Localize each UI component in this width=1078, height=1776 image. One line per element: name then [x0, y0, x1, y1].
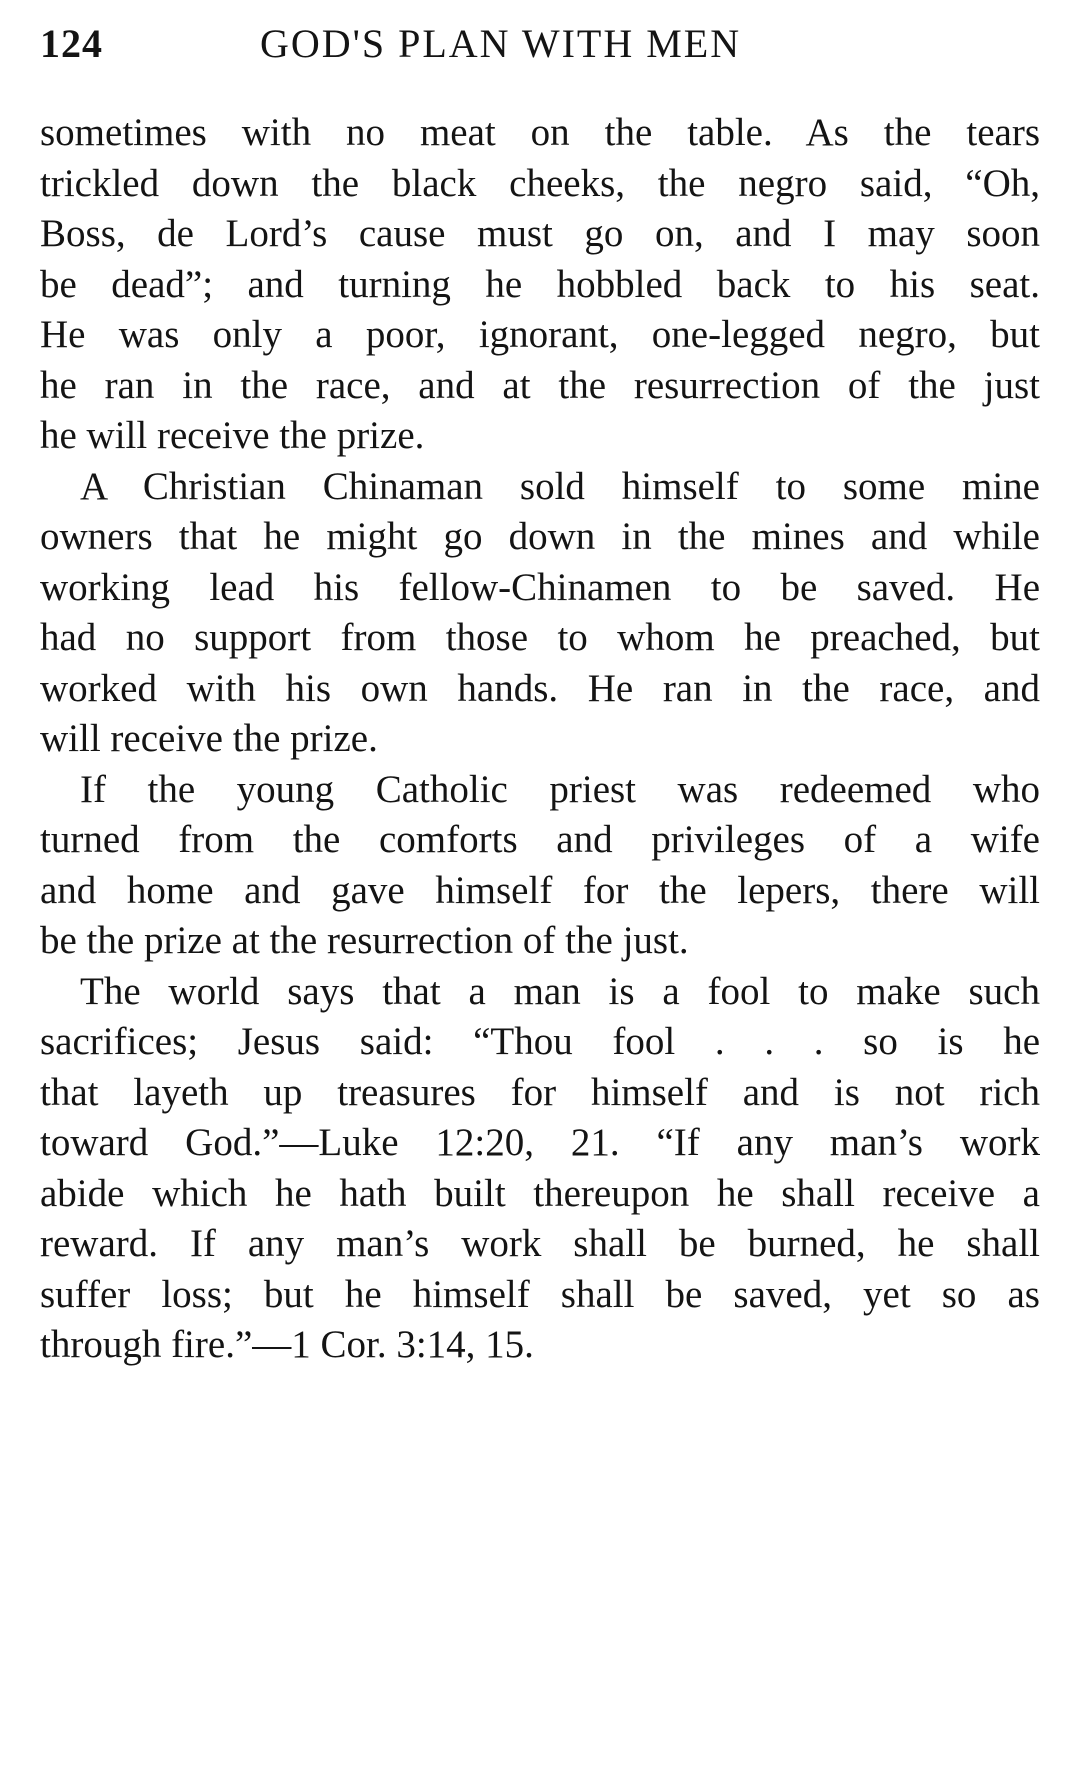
text-line: worked with his own hands. He ran in the race, and	[40, 666, 1040, 710]
text-line: be the prize at the resurrection of the just.	[40, 919, 689, 962]
text-line: that layeth up treasures for himself and is not rich	[40, 1070, 1040, 1114]
text-line: Boss, de Lord’s cause must go on, and I may soon	[40, 212, 1040, 255]
text-line: abide which he hath built thereupon he shall receive a	[40, 1171, 1040, 1215]
paragraph-2	[40, 462, 1040, 765]
text-line: reward. If any man’s work shall be burned, he shall	[40, 1222, 1040, 1265]
text-line: If the young Catholic priest was redeemed who	[80, 767, 1040, 811]
text-line: suffer loss; but he himself shall be saved, yet so as	[40, 1272, 1040, 1316]
running-head	[40, 14, 1040, 74]
body-text	[40, 108, 1040, 1371]
text-line: and home and gave himself for the lepers, there will	[40, 868, 1040, 912]
paragraph-1	[40, 108, 1040, 462]
text-line: The world says that a man is a fool to make such	[80, 969, 1040, 1013]
paragraph-4	[40, 967, 1040, 1371]
paragraph-3	[40, 765, 1040, 967]
text-line: He was only a poor, ignorant, one-legged negro, but	[40, 313, 1040, 356]
running-title: GOD'S PLAN WITH MEN	[260, 21, 742, 66]
text-line: he will receive the prize.	[40, 414, 425, 457]
text-line: be dead”; and turning he hobbled back to his seat.	[40, 262, 1040, 306]
text-line: sometimes with no meat on the table. As the tears	[40, 111, 1040, 154]
text-line: trickled down the black cheeks, the negro said, “Oh,	[40, 161, 1040, 205]
text-line: turned from the comforts and privileges of a wife	[40, 818, 1040, 861]
text-line: sacrifices; Jesus said: “Thou fool . . . so is he	[40, 1020, 1040, 1063]
text-line: had no support from those to whom he preached, but	[40, 616, 1040, 659]
text-line: he ran in the race, and at the resurrection of the just	[40, 363, 1040, 407]
text-line: A Christian Chinaman sold himself to some mine	[80, 464, 1040, 508]
text-line: working lead his fellow-Chinamen to be saved. He	[40, 565, 1040, 609]
text-line: owners that he might go down in the mines and while	[40, 515, 1040, 558]
text-line: toward God.”—Luke 12:20, 21. “If any man’s work	[40, 1121, 1040, 1164]
text-line: through fire.”—1 Cor. 3:14, 15.	[40, 1323, 534, 1366]
text-line: will receive the prize.	[40, 717, 378, 760]
page-number: 124	[40, 21, 103, 66]
